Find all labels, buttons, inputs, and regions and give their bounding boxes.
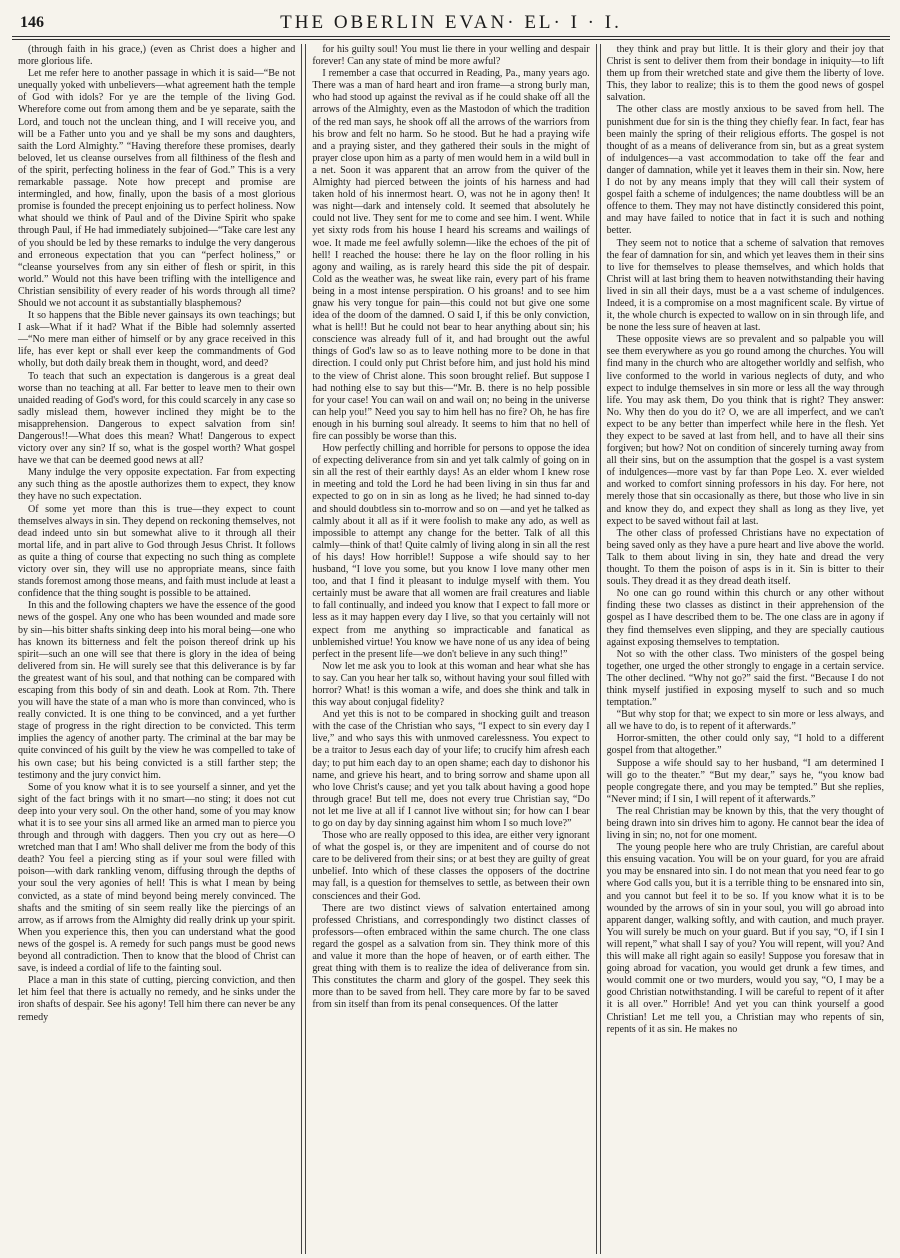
column-middle [306,44,595,1254]
paragraph: Of some yet more than this is true—they expect to count themselves always in sin. They depend on reckoning themselves, not dead indeed unto sin but somewhat alive to it through all their mortal life, and in part alive to God through Jesus Christ. It follows as quite a thing of course that expecting no such thing as complete victory over sin, they will use no appropriate means, since faith stands foremost among those means, and faith must include at least a confidence that the thing sought is possible to be attained. [18,503,296,600]
column-left [12,44,301,1254]
paragraph: for his guilty soul! You must lie there in your welling and despair forever! Can any state of mind be more awful? [312,44,590,68]
paragraph: They seem not to notice that a scheme of salvation that removes the fear of damnation for sin, and which yet leaves them in their sins to live for themselves to please themselves, and which holds that Christ will at last bring them to heaven notwithstanding their having lived in sin all their days, must be a a vast scheme of indulgences. Indeed, it is a compromise on a most magnificent scale. By virtue of it, the whole church is expected to wallow on in sin through life, and be none the less sure of heaven at last. [606,237,884,334]
paragraph: The other class are mostly anxious to be saved from hell. The punishment due for sin is the thing they chiefly fear. In fact, fear has been mainly the spring of their religious efforts. The gospel is not thought of as a means of deliverance from sin, but as a great system of indulgences—a vast accommodation to take off the fear and danger of damnation, while yet it leaves them in their sin. Now, here I do not by any means imply that they will call their system of gospel faith a scheme of indulgences; the name doubtless will be an offence to them. They may not have distinctly considered this point, and may have failed to notice that in fact it is such and nothing better. [606,104,884,237]
paragraph: Not so with the other class. Two ministers of the gospel being together, one urged the other strongly to engage in a certain service. The other declined. “Why not go?” said the first. “Because I do not think myself justified in exposing myself to such and so much temptation.” [606,648,884,709]
paragraph: To teach that such an expectation is dangerous is a great deal worse than no teaching at all. Far better to leave men to their own unaided reading of God's word, for this could scarcely in any case so sadly mislead them, however inclined they might be to the misapprehension. Dangerous to expect salvation from sin! Dangerous!!—What does this mean? What! Dangerous to expect victory over any sin? If so, what is the gospel worth? What gospel have we that can be deemed good news at all? [18,370,296,467]
paragraph: Let me refer here to another passage in which it is said—“Be not unequally yoked with unbelievers—what agreement hath the temple of God with idols? For ye are the temple of the living God. Wherefore come out from among them and be ye separate, saith the Lord, and touch not the unclean thing, and I will receive you, and will be a Father unto you and ye shall be my sons and daughters, saith the Lord Almighty.” “Having therefore these promises, dearly beloved, let us cleanse ourselves from all filthiness of the flesh and of the spirit, perfecting holiness in the fear of God.” This is a very remarkable passage. Note how precept and promise are intermingled, and how, finally, upon the basis of a most glorious promise is founded the precept enjoining us to perfect holiness. Now what should we think of Paul and of the Divine Spirit who spake through Paul, if He had immediately subjoined—“Take care lest any of you should be led by these remarks to indulge the very dangerous and erroneous expectation that you can “perfect holiness,” or “cleanse yourselves from any sin either of flesh or spirit, in this world.” Would not this have been trifling with the intelligence and Christian sensibility of every reader of his words through all time? Should we not account it as substantially blasphemous? [18,68,296,309]
paragraph: There are two distinct views of salvation entertained among professed Christians, and correspondingly two distinct classes of professors—often embraced within the same church. The one class regard the gospel as a salvation from sin. They think more of this and value it more than the hope of heaven, or of earth either. The great thing with them is to realize the idea of deliverance from sin. This constitutes the charm and glory of the gospel. They seek this more than to be saved from hell. They care more by far to be saved from sin itself than from its penal consequences. Of the latter [312,902,590,1011]
page-number: 146 [20,14,44,31]
header-rule [12,36,890,40]
text-columns [12,44,890,1254]
paragraph: Now let me ask you to look at this woman and hear what she has to say. Can you hear her talk so, without having your soul filled with horror? What! is this woman a wife, and does she think and talk in this way about conjugal fidelity? [312,660,590,709]
paragraph: The other class of professed Christians have no expectation of being saved only as they have a pure heart and live above the world. Talk to them about living in sin, they hate and dread the very thought. To them the poison of asps is in it. Sin is bitter to their souls. They dread it as they dread death itself. [606,527,884,588]
page-header [12,6,890,36]
column-right [601,44,890,1254]
paragraph: they think and pray but little. It is their glory and their joy that Christ is sent to deliver them from their bondage in iniquity—to lift them up from their wretched state and give them the liberty of love. This, they labor to realize; this is to them the good news of gospel salvation. [606,44,884,104]
paragraph: Many indulge the very opposite expectation. Far from expecting any such thing as the apostle authorizes them to expect, they know they have no such expectation. [18,467,296,503]
running-title: THE OBERLIN EVAN· EL· I · I. [280,12,622,33]
paragraph: Place a man in this state of cutting, piercing conviction, and then let him feel that there is actually no remedy, and he sinks under the iron shafts of despair. See his agony! Tell him there can never be any remedy [18,975,296,1023]
paragraph: The real Christian may be known by this, that the very thought of being drawn into sin drives him to agony. He cannot bear the idea of living in sin; no, not for one moment. [606,805,884,842]
paragraph: (through faith in his grace,) (even as Christ does a higher and more glorious life. [18,44,296,68]
paragraph: And yet this is not to be compared in shocking guilt and treason with the case of the Christian who says, “I expect to sin every day I live,” and who says this with unmoved carelessness. You expect to be a traitor to Jesus each day of your life; to crucify him afresh each day; to put him each day to an open shame; each day to dishonor his name, and grieve his heart, and to bring sorrow and shame upon all who love Christ's cause; and yet you talk about having a good hope through grace! But tell me, does not every true Christian say, “Do not let me live at all if I cannot live without sin; for how can I bear to go on day by day sinning against him whom I so much love?” [312,709,590,829]
paragraph: Those who are really opposed to this idea, are either very ignorant of what the gospel is, or they are impenitent and of course do not care to be delivered from their sins; or at best they are guilty of great unbelief. Into which of these classes the opposers of the doctrine may fall, is a question for themselves to settle, as between their own consciences and their God. [312,830,590,902]
paragraph: “But why stop for that; we expect to sin more or less always, and all we have to do, is to repent of it afterwards.” [606,709,884,733]
paragraph: Suppose a wife should say to her husband, “I am determined I will go to the theater.” “But my dear,” says he, “you know bad people congregate there, and you may be tempted.” But she replies, “Never mind; if I sin, I will repent of it afterwards.” [606,757,884,805]
paragraph: In this and the following chapters we have the essence of the good news of the gospel. Any one who has been wounded and made sore by sin—his bitter shafts sinking deep into his moral being—one who has known its bitterness and felt the poison thereof drink up his spirit—such an one will see that there is glory in the idea of being delivered from sin. He will surely see that this deliverance is by far the greatest want of his soul, and that nothing can be compared with escaping from this body of sin and death. Look at Rom. 7th. There you will have the state of a man who is more than convinced, who is really convicted. It is one thing to be convinced, and a yet further stage of progress in the right direction to be convicted. This term implies the agency of another party. The criminal at the bar may be quite convinced of his guilt by the view he was compelled to take of his own case; but his being convicted is a still farther step; the testimony and the jury convict him. [18,600,296,781]
paragraph: It so happens that the Bible never gainsays its own teachings; but I ask—What if it had? What if the Bible had solemnly asserted—“No mere man either of himself or by any grace received in this life, has ever kept or shall ever keep the commandments of God wholly, but doth daily break them in thought, word, and deed? [18,310,296,370]
paragraph: These opposite views are so prevalent and so palpable you will see them everywhere as you go round among the churches. You will find many in the church who are altogether worldly and selfish, who live conformed to the world in various neglects of duty, and who expect to indulge themselves in sin more or less all the way through life. You may ask them, Do you think that is right? They answer: No. Why then do you do it? O, we are all imperfect, and we can't expect to be any better than imperfect while here in the flesh. Yet they expect to be saved at last from hell, and to have all their sins forgiven; but how? Not on condition of sincerely turning away from all their sins, but on the assumption that the gospel is a vast system of indulgences—more vast by far than Pope Leo. X. ever wielded and worked to comfort sinning professors in his day. For here, not merely those that sin occasionally as there, but those who live in sin and know they do, and expect they shall as long as they live, yet expect to be saved without fail at last. [606,334,884,527]
paragraph: How perfectly chilling and horrible for persons to oppose the idea of expecting deliverance from sin and yet talk calmly of going on in sin all the rest of their earthly days! As an elder whom I knew rose in meeting and told the Lord he had been living in sin thus far and expected to go on in sin as long as he lived; he had sinned to-day and should doubtless sin to-morrow and so on —and yet he talked as calmly about it all as if it were foolish to make any ado, as well as impossible to attempt any change for the better. Talk of all this calmly—think of that! Quite calmly of living along in sin all the rest of his days! How horrible!! Suppose a wife should say to her husband, “I love you some, but you know I love many other men too, and that I find it pleasant to indulge myself with them. You certainly must be aware that all women are frail creatures and liable to fall continually, and indeed you know that I expect to fall more or less as it may happen every day I live, so that you certainly will not expect from me anything so impracticable and fanatical as unblemished virtue! You know we have none of us any idea of being perfect in the present life—we don't believe in any such thing!” [312,443,590,660]
paragraph: Horror-smitten, the other could only say, “I hold to a different gospel from that altogether.” [606,733,884,757]
paragraph: No one can go round within this church or any other without finding these two classes as distinct in their apprehension of the gospel as I have described them to be. The one class are in agony if they find themselves even slipping, and they are specially cautious against exposing themselves to temptation. [606,588,884,648]
paragraph: Some of you know what it is to see yourself a sinner, and yet the sight of the fact brings with it no smart—no sting; it does not cut deep into your very soul. On the other hand, some of you may know what it is to see your sins all armed like an armed man to pierce you through and through with daggers. Then you cry out as here—O wretched man that I am! Who shall deliver me from the body of this death? You feel a piercing sting as if your soul were filled with poison—with dark rankling venom, diffusing through the depths of your soul the very agonies of hell! This is what I mean by being convicted, as a state of mind beyond being merely convinced. The shafts and the smiting of sin seem really like the piercings of an arrow, as if arrows from the Almighty did really drink up your spirit. When you experience this, then you can understand what the good news of the gospel is. A remedy for such pangs must be good news beyond all contradiction. Then to know that the blood of Christ can save, is indeed a cordial of life to the fainting soul. [18,781,296,975]
paragraph: I remember a case that occurred in Reading, Pa., many years ago. There was a man of hard heart and iron frame—a strong burly man, who had stood up against the revival as if he could shake off all the arrows of the Almighty, even as the Mastodon of which the tradition of the red man says, he shook off all the arrows of the warriors from his brow and felt no harm. So he stood. But he had a praying wife and a praying sister, and they gathered their souls in the might of prayer close upon him as a party of men would hem in a wild bull in a net. Soon it was apparent that an arrow from the quiver of the Almighty had pierced between the joints of his harness and had taken hold of his innermost heart. O, was not he in agony then! It was night—dark and intensely cold. It seemed that absolutely he could not live. They sent for me to come and see him. I went. While yet sixty rods from his house I heard his screams and wailings of woe. It made me feel awfully solemn—like the echoes of the pit of hell! I reached the house: there he lay on the floor rolling in his agony and wailing, as is rarely heard this side the pit of despair. Cold as the weather was, he sweat like rain, every part of his frame being in a most intense perspiration. O his groans! and to see him gnaw his very tongue for pain—this could not but give one some idea of the doom of the damned. O said I, if this be only conviction, what is hell!! But he could not bear to hear anything about sin; his conscience was already full of it, and had brought out the awful things of God's law so as to leave nothing more to be done in that direction. I could only put Christ before him, and just hold his mind to the view of Christ alone. This soon brought relief. But suppose I had nothing else to say but this—“Mr. B. there is no help possible for your case! You can wail on and wail on; no being in the universe can help you!” Need you say to him hell has no fire? Oh, he has fire enough in his burning soul already. It seems to him that no hell of fire can possibly be worse than this. [312,68,590,442]
paragraph: The young people here who are truly Christian, are careful about this ensuing vacation. You will be on your guard, for you are afraid you may be ensnared into sin. I do not mean that you need fear to go where God calls you, but it is a terrible thing to be ensnared into sin, and you cannot but feel it to be so. If you know what it is to be wounded by the arrows of sin in your soul, you will go abroad into apparent danger, walking softly, and with caution, and much prayer. You will surely be much on your guard. But if you say, “O, if I sin I will repent,” what shall I say of you? You will repent, will you? And this will make all right again so easily! Suppose you foresaw that in going abroad for vacation, you would get drunk a few times, and would commit one or two murders, would you say, “O, I may be a good Christian notwithstanding. I will be careful to repent of it after it is all over.” Horrible! And yet you can think yourself a good Christian! Let me tell you, a Christian may who repents of sin, repents of it as sin. He makes no [606,842,884,1035]
